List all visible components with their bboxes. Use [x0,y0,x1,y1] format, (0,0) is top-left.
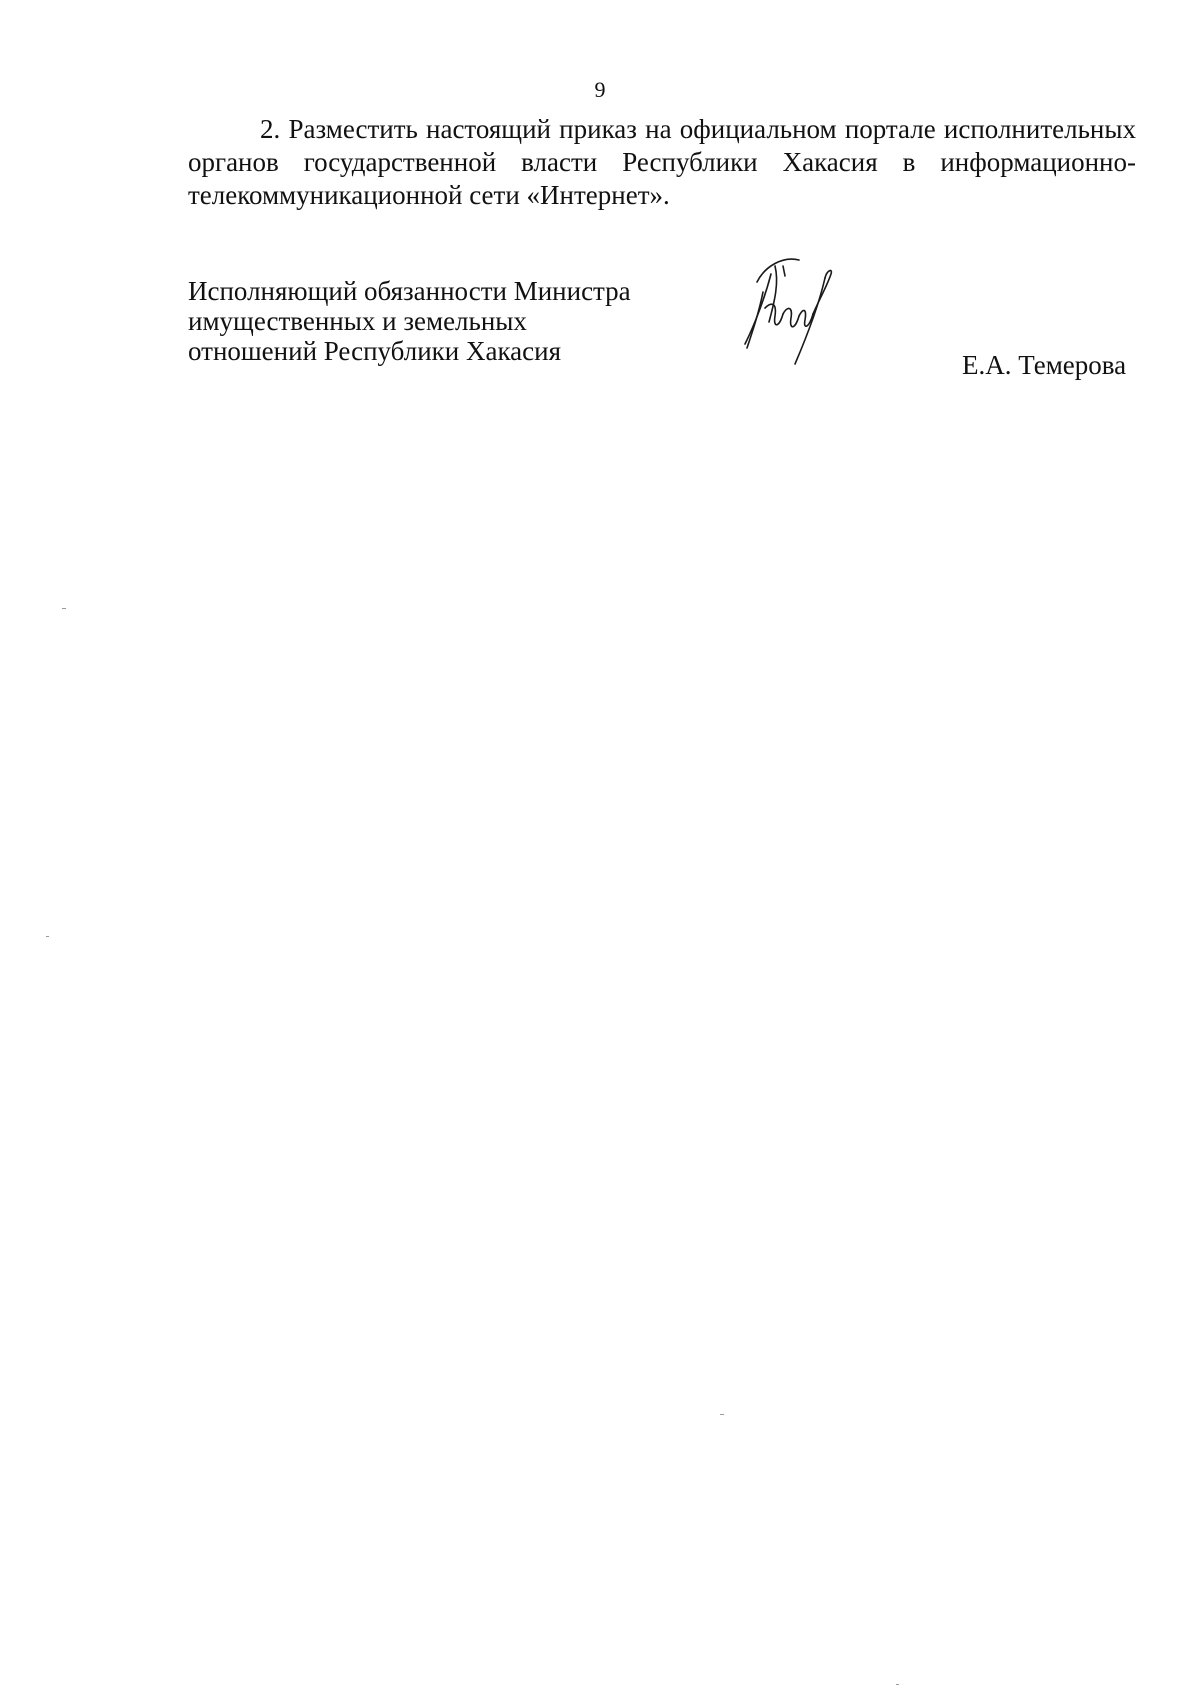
scan-speck [46,936,49,937]
page-number: 9 [594,77,606,102]
scan-speck [720,1414,724,1415]
signatory-title-line: отношений Республики Хакасия [188,336,561,366]
signer-name: Е.А. Темерова [962,350,1127,380]
signatory-title-line: имущественных и земельных [188,306,527,336]
signatory-title [188,276,708,366]
signatory-title-line: Исполняющий обязанности Министра [188,276,631,306]
order-paragraph: 2. Разместить настоящий приказ на официальном портале исполнительных органов государственной власти Республики Хакасия в информационно-телекоммуникационной сети «Интернет». [188,114,1136,210]
scan-speck [896,1684,899,1685]
handwritten-signature [735,252,855,382]
scan-speck [62,608,66,609]
